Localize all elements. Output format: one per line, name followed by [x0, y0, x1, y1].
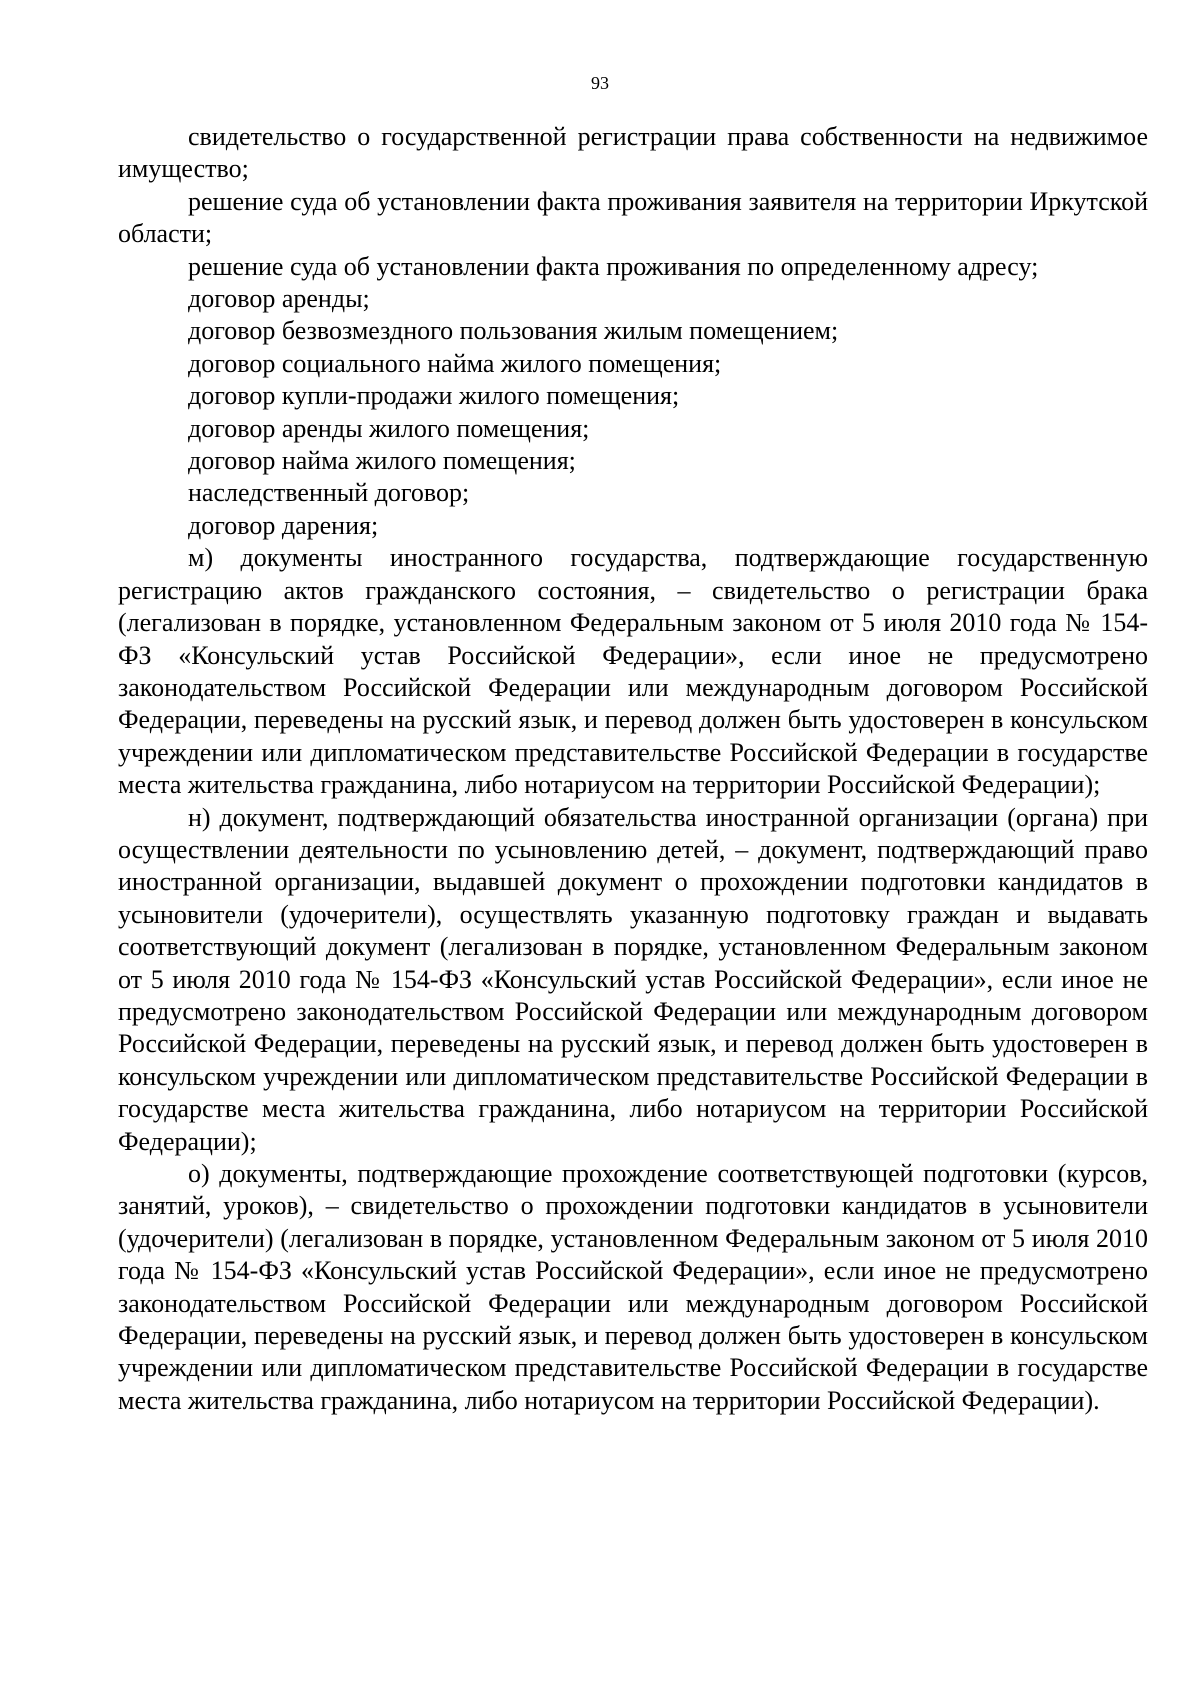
paragraph-residential-tenancy-agreement: договор найма жилого помещения;: [188, 446, 576, 476]
paragraph-gift-agreement: договор дарения;: [188, 510, 379, 540]
document-body: [118, 121, 1148, 1417]
paragraph-free-use-agreement: договор безвозмездного пользования жилым помещением;: [188, 316, 839, 346]
paragraph-court-decision-residence-region: решение суда об установлении факта проживания заявителя на территории Иркутской области;: [118, 186, 1148, 249]
page-number: 93: [591, 73, 609, 93]
paragraph-lease-agreement: договор аренды;: [188, 284, 370, 314]
paragraph-court-decision-residence-address: решение суда об установлении факта проживания по определенному адресу;: [188, 251, 1039, 281]
paragraph-social-tenancy-agreement: договор социального найма жилого помещения;: [188, 348, 722, 378]
paragraph-residential-lease-agreement: договор аренды жилого помещения;: [188, 413, 590, 443]
paragraph-item-n: н) документ, подтверждающий обязательства иностранной организации (органа) при осуществлении деятельности по усыновлению детей, – документ, подтверждающий право иностранной организации, выдавшей документ о прохождении подготовки кандидатов в усыновители (удочерители), осуществлять указанную подготовку граждан и выдавать соответствующий документ (легализован в порядке, установленном Федеральным законом от 5 июля 2010 года № 154-ФЗ «Консульский устав Российской Федерации», если иное не предусмотрено законодательством Российской Федерации или международным договором Российской Федерации, переведены на русский язык, и перевод должен быть удостоверен в консульском учреждении или дипломатическом представительстве Российской Федерации в государстве места жительства гражданина, либо нотариусом на территории Российской Федерации);: [118, 802, 1148, 1156]
paragraph-purchase-agreement: договор купли-продажи жилого помещения;: [188, 381, 680, 411]
paragraph-ownership-certificate: свидетельство о государственной регистрации права собственности на недвижимое имущество;: [118, 122, 1148, 184]
paragraph-item-o: о) документы, подтверждающие прохождение соответствующей подготовки (курсов, занятий, уроков), – свидетельство о прохождении подготовки кандидатов в усыновители (удочерители) (легализован в порядке, установленном Федеральным законом от 5 июля 2010 года № 154-ФЗ «Консульский устав Российской Федерации», если иное не предусмотрено законодательством Российской Федерации или международным договором Российской Федерации, переведены на русский язык, и перевод должен быть удостоверен в консульском учреждении или дипломатическом представительстве Российской Федерации в государстве места жительства гражданина, либо нотариусом на территории Российской Федерации).: [118, 1159, 1148, 1415]
paragraph-inheritance-agreement: наследственный договор;: [188, 478, 470, 508]
paragraph-item-m: м) документы иностранного государства, подтверждающие государственную регистрацию актов гражданского состояния, – свидетельство о регистрации брака (легализован в порядке, установленном Федеральным законом от 5 июля 2010 года № 154-ФЗ «Консульский устав Российской Федерации», если иное не предусмотрено законодательством Российской Федерации или международным договором Российской Федерации, переведены на русский язык, и перевод должен быть удостоверен в консульском учреждении или дипломатическом представительстве Российской Федерации в государстве места жительства гражданина, либо нотариусом на территории Российской Федерации);: [118, 543, 1148, 800]
